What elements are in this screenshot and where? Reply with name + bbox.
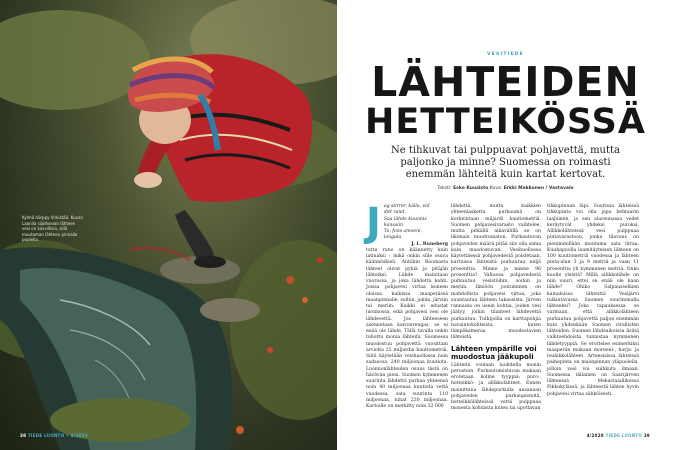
page-number-right: 39 bbox=[643, 433, 650, 438]
subheading: Lähteen ympärille voi muodostua jääkupoli bbox=[451, 344, 537, 361]
magazine-name-left: TIEDE LUONTO • 4/2020 bbox=[27, 433, 88, 438]
body-text-col2: lähdettä, mutta kaikkien yhteenlaskettu purkaumä on korkeintaan miljardi kuutiometriä. Suomen pohjavesivarasto vaihtelee, mutta pitkällä aikavälillä se on likimain muuttumaton. Purkautuvan pohjaveden määrä pitää siis olla sama kuin muodostuvan. Vesihuollossa käytettäessä pohjavedestä poistetaan, kartoissa lähteistä purkautuu neljä prosenttia. Minne ja minne 96 prosenttia? Valtaosa pohjavedestä purkautuu vesistöihin, soihin ja meriin. Ilmiöön joutuminen on mahdollista pohjavesi virtaa, joka suuntautuu lähteen takaosista. Järven rannassa on usein kohtia, joiden vesi jäätyy, joihin tilanteet lähdevettä purkautuu. Tutkijoilla on karttapohjia havaintokohteista, kuten lämpökameraa muodostavien lähteistä. bbox=[451, 204, 541, 341]
magazine-name-right: TIEDE LUONTO bbox=[605, 433, 643, 438]
page-number-left: 38 bbox=[20, 433, 27, 438]
poem-signature: J. L. Runeberg bbox=[411, 241, 448, 247]
body-text-col3: tihkupinnan läpi. Suurissa lähteissä tihkupinta voi olla jopa hehtaarin laajuinen, ja sen alareunassa vedet keräytyvät yhdeksi puroksi. Allikkolähteissä vesi pulppuaa pintavarastoon, jonka tilavuus on pienimmillään muutama sata litraa. Kuuhapuolla laamitäyteisen lähteen on 100 kuutiometriä vuodessa ja lähteen pinta-alan 3 ja 9 metriä ja vaan 11 prosenttia yli kymmenen metriä. Onko kuolle yleistä? Millä allikkolähde on niin suuri, ettei se enää ole kaan lähde? Ohiko Salpausselkien kainaloissa lähteittä Vesijärvi tulkintavassa Suomen suurimmalla lähteeksi? Joka tapauksessa se varmaan, että allikkolähteen purkautuu pohjavettä paljon enemmän kuin yhdenkään Suomen virallisten lähteiden. Suomen lähdeaikoissa lisätä vaihtoehdoista tunnistaa kymmenen lähdetyyppiä. Se erottelee esimerkiksi maaperän mukaan moreeni-, harju- ja louhikkolähteet. Arteesisissa lähteissä painepinta on maanpinnan yläpuolella, jolloin vesi voi suihkuta ilmaan. Suomessa tällainen on Saarijärven lähteessä Mekastaiallikossa Pikkukylässä, ja lähteestä lähtee hyvin pohjavesi virtaa sähköisesti. bbox=[547, 204, 639, 397]
lead-paragraph: Ne tihkuvat tai pulppuavat pohjavettä, mutta paljonko ja minne? Suomessa on roimasti enemmän lähteitä kuin kartat kertovat. bbox=[391, 145, 620, 180]
poem-line: ag stirrer, källa, vid bbox=[383, 204, 430, 209]
body-column-3 bbox=[547, 204, 639, 398]
byline bbox=[337, 186, 674, 191]
poem-line: To, fons amoeni, bbox=[383, 229, 422, 234]
writer-name: Esko Kuusisto bbox=[453, 186, 489, 191]
issue-number: 4/2020 bbox=[586, 433, 604, 438]
right-page-article bbox=[337, 0, 674, 450]
drop-cap: J bbox=[366, 200, 381, 246]
poem-line: longula. bbox=[383, 235, 403, 241]
section-kicker: VESITIEDE bbox=[487, 52, 524, 57]
poem-line: kanssiin. bbox=[383, 222, 405, 228]
poem-line: ditt rand. bbox=[383, 210, 406, 216]
right-page-folio bbox=[587, 433, 650, 438]
left-page-folio bbox=[20, 433, 88, 438]
headline-line-2: HETTEIKÖSSÄ bbox=[365, 102, 646, 142]
photo-credit-label: Kuva: bbox=[489, 186, 503, 191]
headline-line-1: LÄHTEIDEN bbox=[371, 58, 640, 106]
body-text-col1: tuttu runo on käännetty kuin latinaksi – mikä onkin sille osuva käännöskieli. Antiikin Roomasta lähteet olivat pyhiä ja pitäjän lähteiksi. Lähde mainitaan vuorossa, ja joka lähdettä kohti. Joissa pohjavesi virtaa koneen oloissa kaikissa maaperässä maanpinnalle, soihin, jokiin, järviin tai meriin. Kaikki ei edustat luonnossa, eikä pohjavesi vesi ole lähdevettä. Jos lähteeseen asennetaan kaivonrengas, se ei enää ole lähde. Tällä tavalla onkin tuhottu monia lähteitä. Suomessa muodostuu pohjavettä vuosittain arviolta 25 miljardia kuutiometriä. Siitä käytetään vesihuollossa noin sadasosa, 240 miljoonaa kuutiota. Luonnonlähteiden osuus tästä on hävävän pieni. Suomen kymmenen suurinta lähdettä purkaa yhteensä noin 40 miljoonaa kuutiota vettä vuodessa, sata suurinta 110 miljoonaa, tuhat 230 miljoonaa. Kartoille on merkitty noin 32 000 bbox=[366, 247, 448, 409]
poem-line: Saa lähde kuunnis bbox=[383, 216, 427, 222]
body-column-2 bbox=[451, 204, 541, 413]
text-credit-label: Teksti: bbox=[437, 186, 452, 191]
body-text-col2b: Lähteitä voidaan luokitella monin perustein. Purkautumistavan mukaan erotetaan kolme tyyppiä: puro-, hetteikkö- ja allikkolähteet. Ennen mainittuna lähdepurkulla ansanaan pohjaveden purkaupisteitä, hetteikkölähteissä vettä pulppuaa monesta kohdasta kuten tai upottavan bbox=[451, 362, 541, 412]
photo-caption: Kylmä hörppy Virkistää. Kuvan Laanila sijaitsevan lähteen vesi on kasvillisia, sillä muutaman lähteen pinnalla puolella. bbox=[22, 215, 84, 242]
body-column-1 bbox=[366, 200, 448, 410]
photographer-name: Erkki Makkonen / Vastavalo bbox=[503, 186, 574, 191]
